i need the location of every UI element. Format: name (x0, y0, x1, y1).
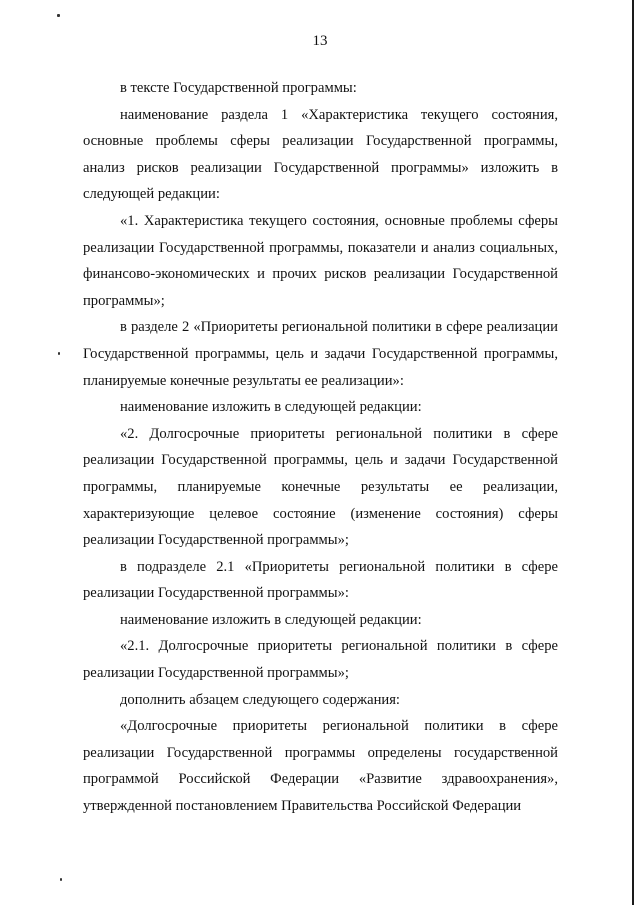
page-number: 13 (312, 33, 328, 49)
paragraph-4: в разделе 2 «Приоритеты региональной политики в сфере реализации Государственной программы, цель и задачи Государственной программы, планируемые конечные результаты ее реализации»: (83, 319, 558, 389)
paragraph-11: «Долгосрочные приоритеты региональной политики в сфере реализации Государственной программы определены государственной программой Российской Федерации «Развитие здравоохранения», утвержденной постановлением Правительства Российской Федерации (83, 718, 558, 815)
document-body (83, 75, 558, 820)
paragraph-10: дополнить абзацем следующего содержания: (120, 691, 400, 708)
paragraph-7: в подразделе 2.1 «Приоритеты региональной политики в сфере реализации Государственной программы»: (83, 558, 558, 602)
paragraph-9: «2.1. Долгосрочные приоритеты региональной политики в сфере реализации Государственной программы»; (83, 638, 558, 682)
scan-edge-line (632, 0, 634, 905)
scan-speck (58, 352, 60, 355)
paragraph-5: наименование изложить в следующей редакции: (120, 399, 422, 416)
scan-speck (57, 14, 60, 17)
paragraph-3: «1. Характеристика текущего состояния, основные проблемы сферы реализации Государственной программы, показатели и анализ социальных, финансово-экономических и прочих рисков реализации Государственной программы»; (83, 212, 558, 309)
paragraph-6: «2. Долгосрочные приоритеты региональной политики в сфере реализации Государственной программы, цель и задачи Государственной программы, планируемые конечные результаты ее реализации, характеризующие целевое состояние (изменение состояния) сферы реализации Государственной программы»; (83, 425, 558, 549)
scan-speck (60, 878, 62, 881)
paragraph-1: в тексте Государственной программы: (120, 80, 357, 96)
paragraph-2: наименование раздела 1 «Характеристика текущего состояния, основные проблемы сферы реализации Государственной программы, анализ рисков реализации Государственной программы» изложить в следующей редакции: (83, 106, 558, 203)
paragraph-8: наименование изложить в следующей редакции: (120, 611, 422, 628)
